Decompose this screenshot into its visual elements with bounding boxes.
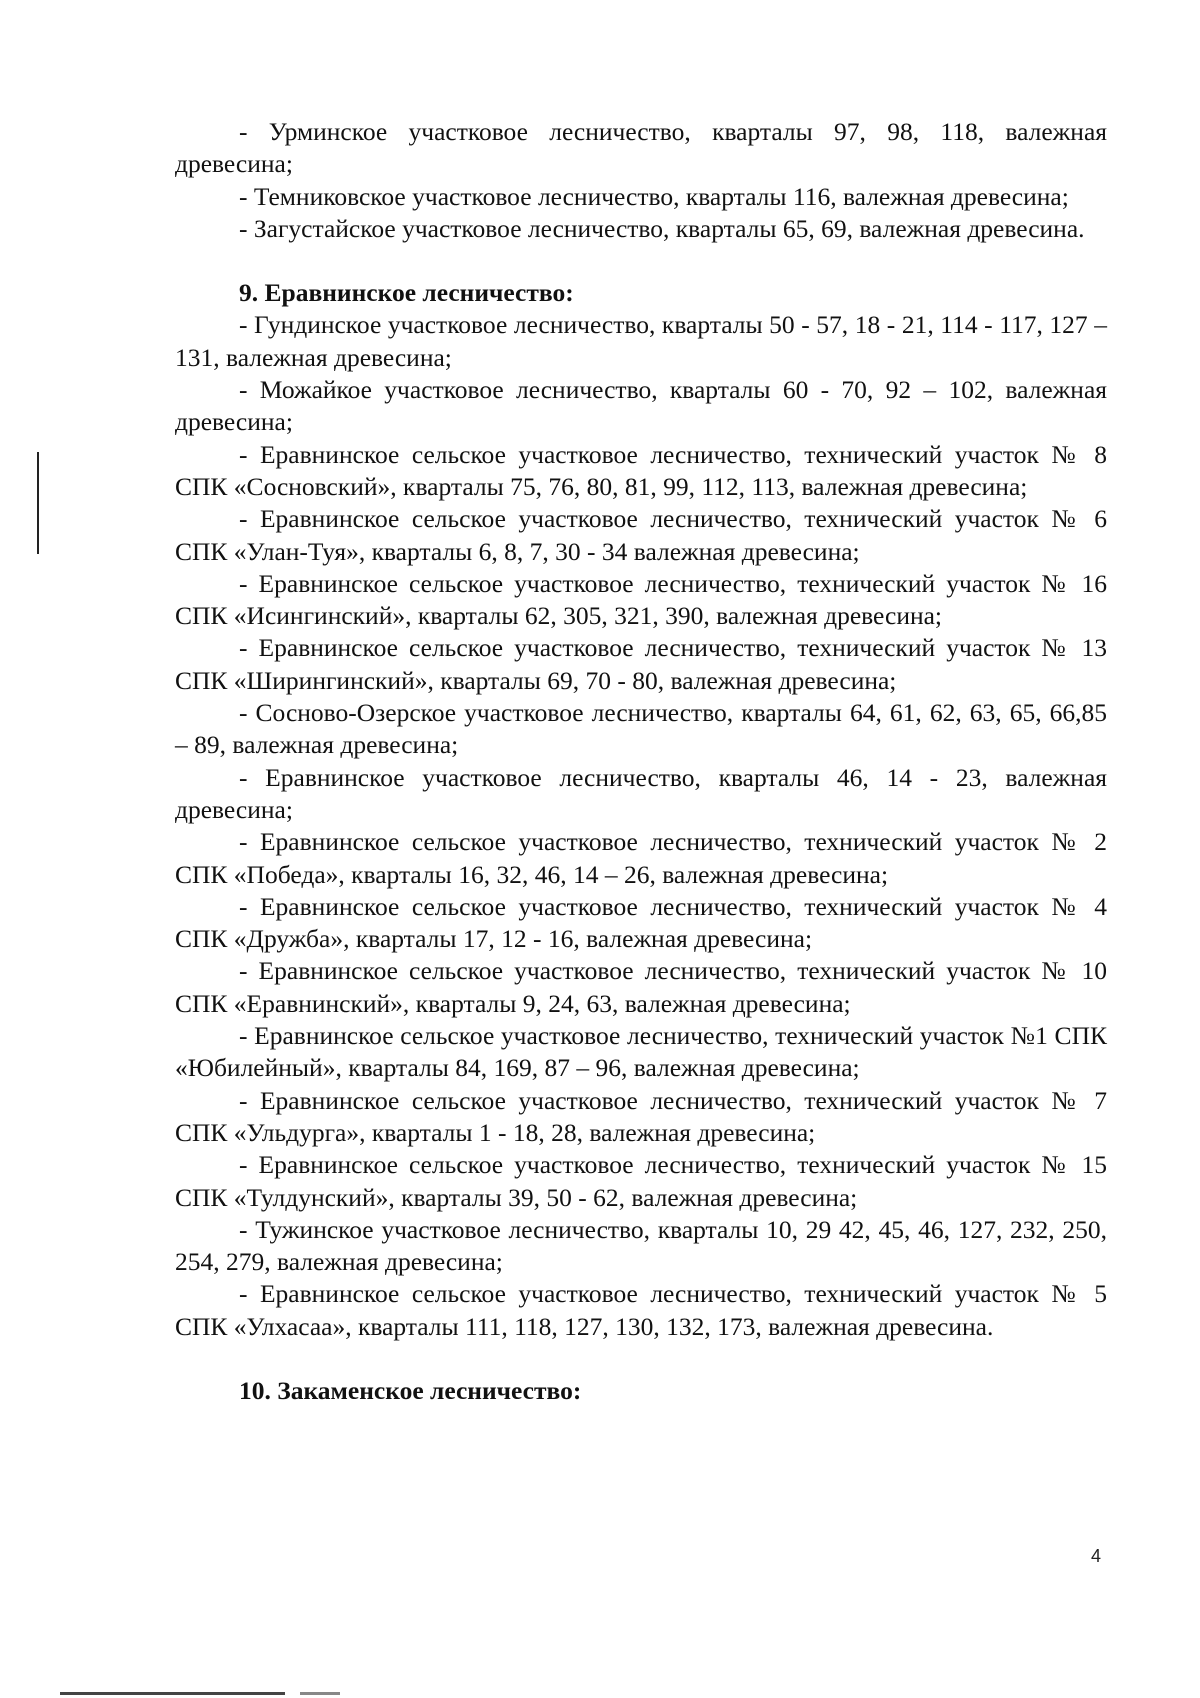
paragraph-urminskoe: - Урминское участковое лесничество, кварталы 97, 98, 118, валежная древесина;	[175, 117, 1107, 179]
list-item: - Еравнинское сельское участковое лесничество, технический участок № 7 СПК «Ульдурга», кварталы 1 - 18, 28, валежная древесина;	[175, 1085, 1107, 1147]
spacer	[175, 245, 1107, 277]
list-item: - Еравнинское сельское участковое лесничество, технический участок № 10 СПК «Еравнинский», кварталы 9, 24, 63, валежная древесина;	[175, 956, 1107, 1018]
list-item: - Еравнинское сельское участковое лесничество, технический участок № 5 СПК «Улхасаа», кварталы 111, 118, 127, 130, 132, 173, валежная древесина.	[175, 1279, 1107, 1341]
spacer	[175, 1343, 1107, 1375]
list-item: - Еравнинское сельское участковое лесничество, технический участок № 13 СПК «Ширингинский», кварталы 69, 70 - 80, валежная древесина;	[175, 633, 1107, 695]
list-item: - Сосново-Озерское участковое лесничество, кварталы 64, 61, 62, 63, 65, 66,85 – 89, валежная древесина;	[175, 698, 1107, 760]
paragraph-zagustayskoe: - Загустайское участковое лесничество, кварталы 65, 69, валежная древесина.	[239, 213, 1085, 243]
margin-mark	[37, 452, 39, 554]
list-item: - Тужинское участковое лесничество, кварталы 10, 29 42, 45, 46, 127, 232, 250, 254, 279, валежная древесина;	[175, 1214, 1107, 1277]
page-number: 4	[1091, 1546, 1102, 1566]
list-item: - Гундинское участковое лесничество, кварталы 50 - 57, 18 - 21, 114 - 117, 127 – 131, валежная древесина;	[175, 310, 1107, 372]
footer-rule	[60, 1692, 285, 1695]
list-item: - Еравнинское сельское участковое лесничество, технический участок № 2 СПК «Победа», кварталы 16, 32, 46, 14 – 26, валежная древесина;	[175, 827, 1107, 889]
list-item: - Еравнинское сельское участковое лесничество, технический участок №1 СПК «Юбилейный», кварталы 84, 169, 87 – 96, валежная древесина;	[175, 1021, 1107, 1083]
page-content	[175, 116, 1107, 1407]
list-item: - Еравнинское участковое лесничество, кварталы 46, 14 - 23, валежная древесина;	[175, 762, 1107, 824]
list-item: - Можайкое участковое лесничество, кварталы 60 - 70, 92 – 102, валежная древесина;	[175, 375, 1107, 437]
list-item: - Еравнинское сельское участковое лесничество, технический участок № 6 СПК «Улан-Туя», кварталы 6, 8, 7, 30 - 34 валежная древесина;	[175, 504, 1107, 566]
list-item: - Еравнинское сельское участковое лесничество, технический участок № 8 СПК «Сосновский», кварталы 75, 76, 80, 81, 99, 112, 113, валежная древесина;	[175, 439, 1107, 501]
section-9-heading: 9. Еравнинское лесничество:	[239, 278, 574, 308]
list-item: - Еравнинское сельское участковое лесничество, технический участок № 16 СПК «Исингинский», кварталы 62, 305, 321, 390, валежная древесина;	[175, 568, 1107, 631]
list-item: - Еравнинское сельское участковое лесничество, технический участок № 15 СПК «Тулдунский», кварталы 39, 50 - 62, валежная древесина;	[175, 1150, 1107, 1212]
footer-rule-fragment	[300, 1692, 340, 1695]
section-10-heading: 10. Закаменское лесничество:	[239, 1375, 582, 1405]
paragraph-temnikovskoe: - Темниковское участковое лесничество, кварталы 116, валежная древесина;	[239, 181, 1069, 211]
list-item: - Еравнинское сельское участковое лесничество, технический участок № 4 СПК «Дружба», кварталы 17, 12 - 16, валежная древесина;	[175, 891, 1107, 954]
